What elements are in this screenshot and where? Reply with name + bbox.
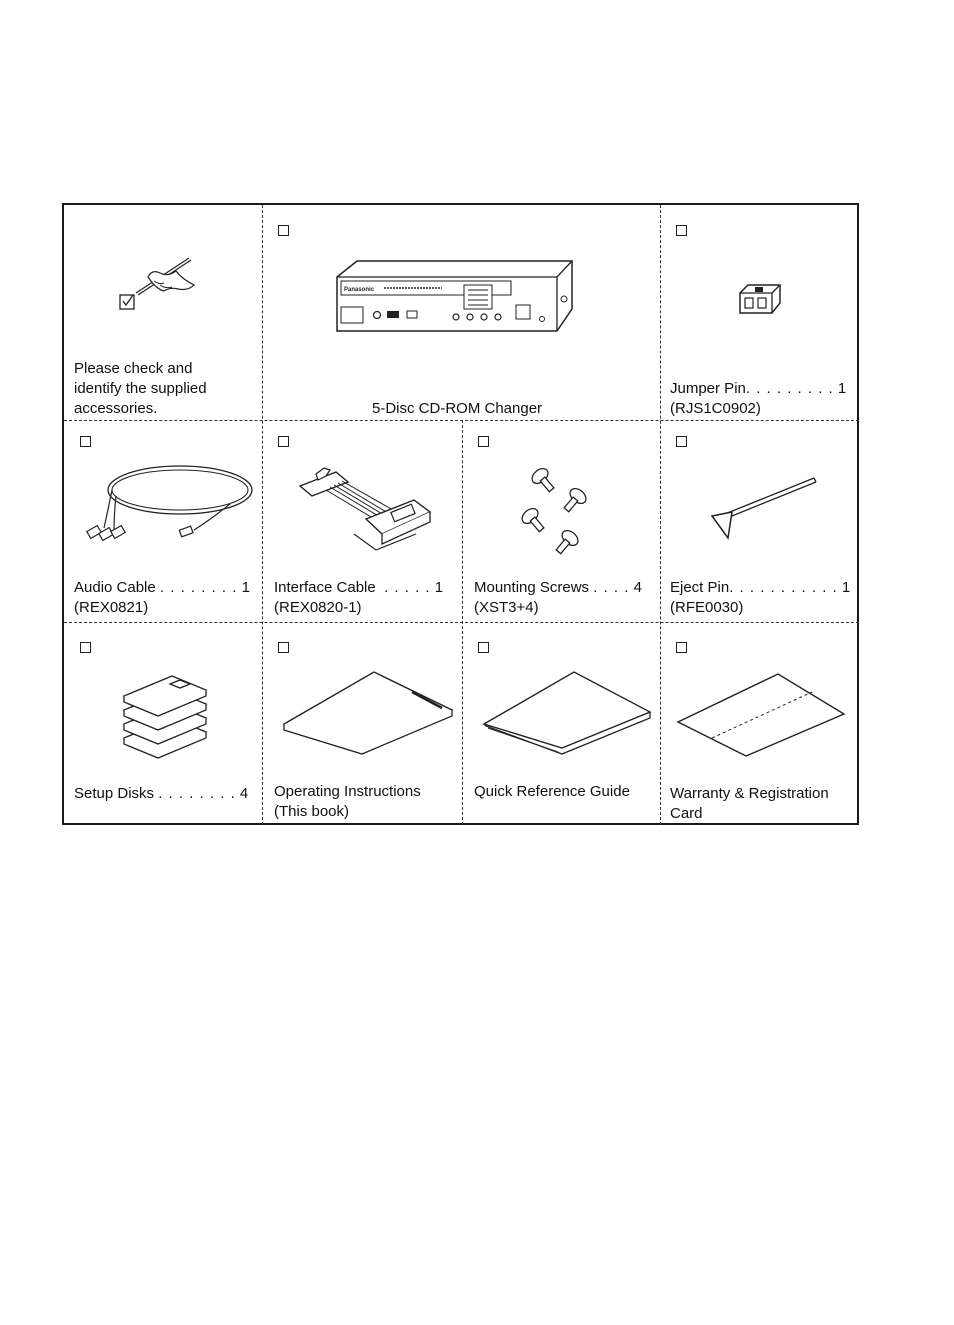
item-name-line: [74, 784, 248, 804]
item-audio: [64, 420, 262, 622]
item-changer: [262, 205, 660, 420]
item-name-line: [274, 578, 443, 598]
item-checkbox[interactable]: [80, 436, 91, 447]
item-eject: [660, 420, 859, 622]
item-checkbox[interactable]: [676, 436, 687, 447]
item-name: Audio Cable: [74, 579, 156, 596]
item-jumper: [660, 205, 859, 420]
item-disks: [64, 622, 262, 825]
part-number: (RJS1C0902): [670, 400, 761, 417]
leader-dots: . . . . . . . . .: [745, 380, 834, 397]
intro-line: identify the supplied: [74, 380, 207, 397]
item-name-line: [670, 578, 850, 598]
quick-guide-icon: [482, 668, 654, 752]
interface-cable-icon: [296, 464, 436, 554]
item-warranty: [660, 622, 859, 825]
item-name: 5-Disc CD-ROM Changer: [372, 400, 543, 417]
item-name: Quick Reference Guide: [474, 783, 630, 800]
intro-line: accessories.: [74, 400, 158, 417]
item-name: Jumper Pin: [670, 380, 746, 397]
item-name-line: [670, 379, 846, 399]
accessories-grid: [62, 203, 859, 825]
item-qty: 1: [841, 579, 851, 596]
item-qty: 4: [239, 785, 249, 802]
item-checkbox[interactable]: [278, 225, 289, 236]
screws-icon: [512, 458, 612, 558]
part-number: (This book): [274, 803, 350, 820]
item-qty: 1: [241, 579, 250, 596]
leader-dots: . . . . . . . .: [158, 785, 236, 802]
item-checkbox[interactable]: [278, 642, 289, 653]
intro-cell: [64, 205, 262, 420]
manual-book-icon: [282, 668, 454, 752]
item-qty: 4: [633, 579, 642, 596]
part-number: (REX0820-1): [274, 599, 362, 616]
item-name: Operating Instructions: [274, 783, 421, 800]
part-number: (RFE0030): [670, 599, 744, 616]
leader-dots: . . . . . . . . . . .: [729, 579, 838, 596]
part-number: Card: [670, 805, 703, 822]
floppy-disks-icon: [120, 674, 210, 774]
item-guide: [462, 622, 660, 825]
item-name: Eject Pin: [670, 579, 730, 596]
cd-rom-changer-icon: [332, 259, 580, 339]
item-name-line: [474, 578, 642, 598]
leader-dots: . . . .: [593, 579, 630, 596]
eject-pin-icon: [710, 472, 820, 542]
warranty-card-icon: [676, 672, 848, 758]
item-name: Interface Cable: [274, 579, 376, 596]
item-qty: 1: [434, 579, 444, 596]
item-name: Setup Disks: [74, 785, 155, 802]
item-checkbox[interactable]: [676, 642, 687, 653]
item-name-line: [74, 578, 250, 598]
item-qty: 1: [837, 380, 847, 397]
item-name: Mounting Screws: [474, 579, 590, 596]
hand-checkmark-icon: [114, 255, 214, 325]
brand-label: Panasonic: [344, 287, 375, 293]
audio-cable-icon: [80, 450, 255, 550]
part-number: (REX0821): [74, 599, 149, 616]
leader-dots: . . . . . . . .: [159, 579, 238, 596]
item-checkbox[interactable]: [80, 642, 91, 653]
item-name: Warranty & Registration: [670, 785, 829, 802]
item-checkbox[interactable]: [676, 225, 687, 236]
item-checkbox[interactable]: [478, 436, 489, 447]
item-screws: [462, 420, 660, 622]
item-manual: [262, 622, 462, 825]
jumper-pin-icon: [736, 281, 786, 317]
part-number: (XST3+4): [474, 599, 539, 616]
leader-dots: . . . . .: [384, 579, 431, 596]
item-interface: [262, 420, 462, 622]
item-checkbox[interactable]: [478, 642, 489, 653]
item-checkbox[interactable]: [278, 436, 289, 447]
intro-line: Please check and: [74, 360, 193, 377]
